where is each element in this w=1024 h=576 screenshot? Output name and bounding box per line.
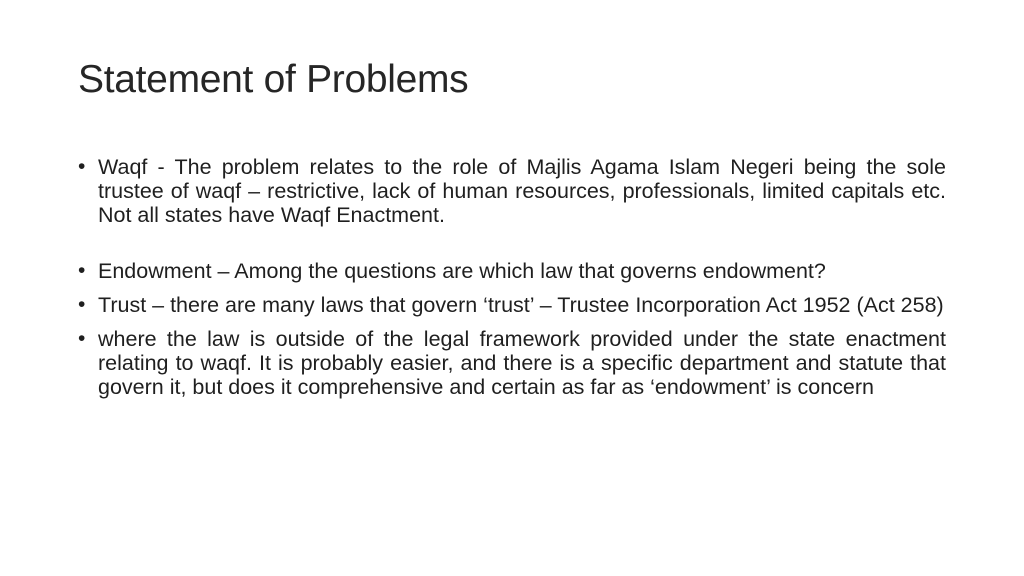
- bullet-icon: •: [78, 155, 86, 178]
- bullet-icon: •: [78, 327, 86, 350]
- bullet-icon: •: [78, 259, 86, 282]
- bullet-icon: •: [78, 293, 86, 316]
- bullet-text: Trust – there are many laws that govern ‘trust’ – Trustee Incorporation Act 1952 (Act 258): [98, 293, 944, 317]
- slide-title: Statement of Problems: [78, 58, 469, 101]
- bullet-item-trust: [78, 293, 946, 317]
- bullet-item-legal-framework: [78, 327, 946, 399]
- bullet-item-waqf: [78, 155, 946, 227]
- bullet-item-endowment: [78, 259, 946, 283]
- bullet-text: Endowment – Among the questions are which law that governs endowment?: [98, 259, 826, 283]
- bullet-text: where the law is outside of the legal framework provided under the state enactment relating to waqf. It is probably easier, and there is a specific department and statute that govern it, but does it comprehensive and certain as far as ‘endowment’ is concern: [98, 327, 946, 399]
- bullet-text: Waqf - The problem relates to the role of Majlis Agama Islam Negeri being the sole trustee of waqf – restrictive, lack of human resources, professionals, limited capitals etc. Not all states have Waqf Enactment.: [98, 155, 946, 227]
- bullet-list: [78, 155, 946, 399]
